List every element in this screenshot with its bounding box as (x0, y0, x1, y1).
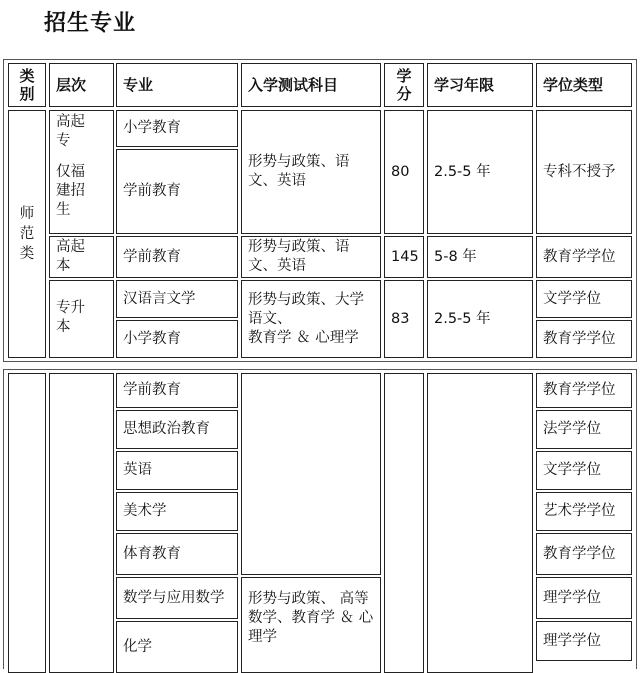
credits-cell: 145 (384, 236, 424, 278)
credits-cell-empty (384, 373, 424, 673)
exam-cell: 形势与政策、语文、英语 (241, 236, 381, 278)
exam-cell: 形势与政策、语文、英语 (241, 110, 381, 234)
major-cell: 学前教育 (116, 236, 238, 278)
degree-cell: 专科不授予 (536, 110, 632, 234)
level-cell-empty (49, 373, 114, 673)
degree-cell: 文学学位 (536, 280, 632, 318)
category-cell: 师范类 (8, 110, 46, 358)
exam-cell-empty (241, 373, 381, 575)
page-title: 招生专业 (44, 11, 137, 36)
header-level: 层次 (49, 63, 114, 107)
header-duration: 学习年限 (427, 63, 533, 107)
major-cell: 化学 (116, 621, 238, 673)
level-cell-gaoqiben: 高起 本 (49, 236, 114, 278)
major-cell: 数学与应用数学 (116, 577, 238, 619)
major-cell: 汉语言文学 (116, 280, 238, 318)
level-cell-zhuanshengben: 专升 本 (49, 280, 114, 358)
degree-cell: 教育学学位 (536, 236, 632, 278)
major-cell: 英语 (116, 451, 238, 490)
major-cell: 小学教育 (116, 110, 238, 147)
major-cell: 体育教育 (116, 533, 238, 575)
header-credits: 学分 (384, 63, 424, 107)
degree-cell: 教育学学位 (536, 533, 632, 575)
credits-cell: 83 (384, 280, 424, 358)
header-exam: 入学测试科目 (241, 63, 381, 107)
duration-cell: 5-8 年 (427, 236, 533, 278)
major-cell: 小学教育 (116, 320, 238, 358)
exam-cell: 形势与政策、 高等数学、教育学 ＆ 心理学 (241, 577, 381, 673)
duration-cell: 2.5-5 年 (427, 110, 533, 234)
degree-cell: 教育学学位 (536, 373, 632, 408)
degree-cell: 理学学位 (536, 621, 632, 661)
category-cell-empty (8, 373, 46, 673)
major-cell: 学前教育 (116, 373, 238, 408)
degree-cell: 教育学学位 (536, 320, 632, 358)
duration-cell-empty (427, 373, 533, 673)
exam-cell: 形势与政策、大学 语文、 教育学 ＆ 心理学 (241, 280, 381, 358)
degree-cell: 文学学位 (536, 451, 632, 490)
header-major: 专业 (116, 63, 238, 107)
degree-cell: 法学学位 (536, 410, 632, 449)
major-cell: 学前教育 (116, 149, 238, 234)
degree-cell: 理学学位 (536, 577, 632, 619)
header-category: 类别 (8, 63, 46, 107)
major-cell: 美术学 (116, 492, 238, 531)
degree-cell: 艺术学学位 (536, 492, 632, 531)
level-cell-gaoqizhuan: 高起 专 仅福 建招 生 (49, 110, 114, 234)
duration-cell: 2.5-5 年 (427, 280, 533, 358)
credits-cell: 80 (384, 110, 424, 234)
header-degree: 学位类型 (536, 63, 632, 107)
major-cell: 思想政治教育 (116, 410, 238, 449)
